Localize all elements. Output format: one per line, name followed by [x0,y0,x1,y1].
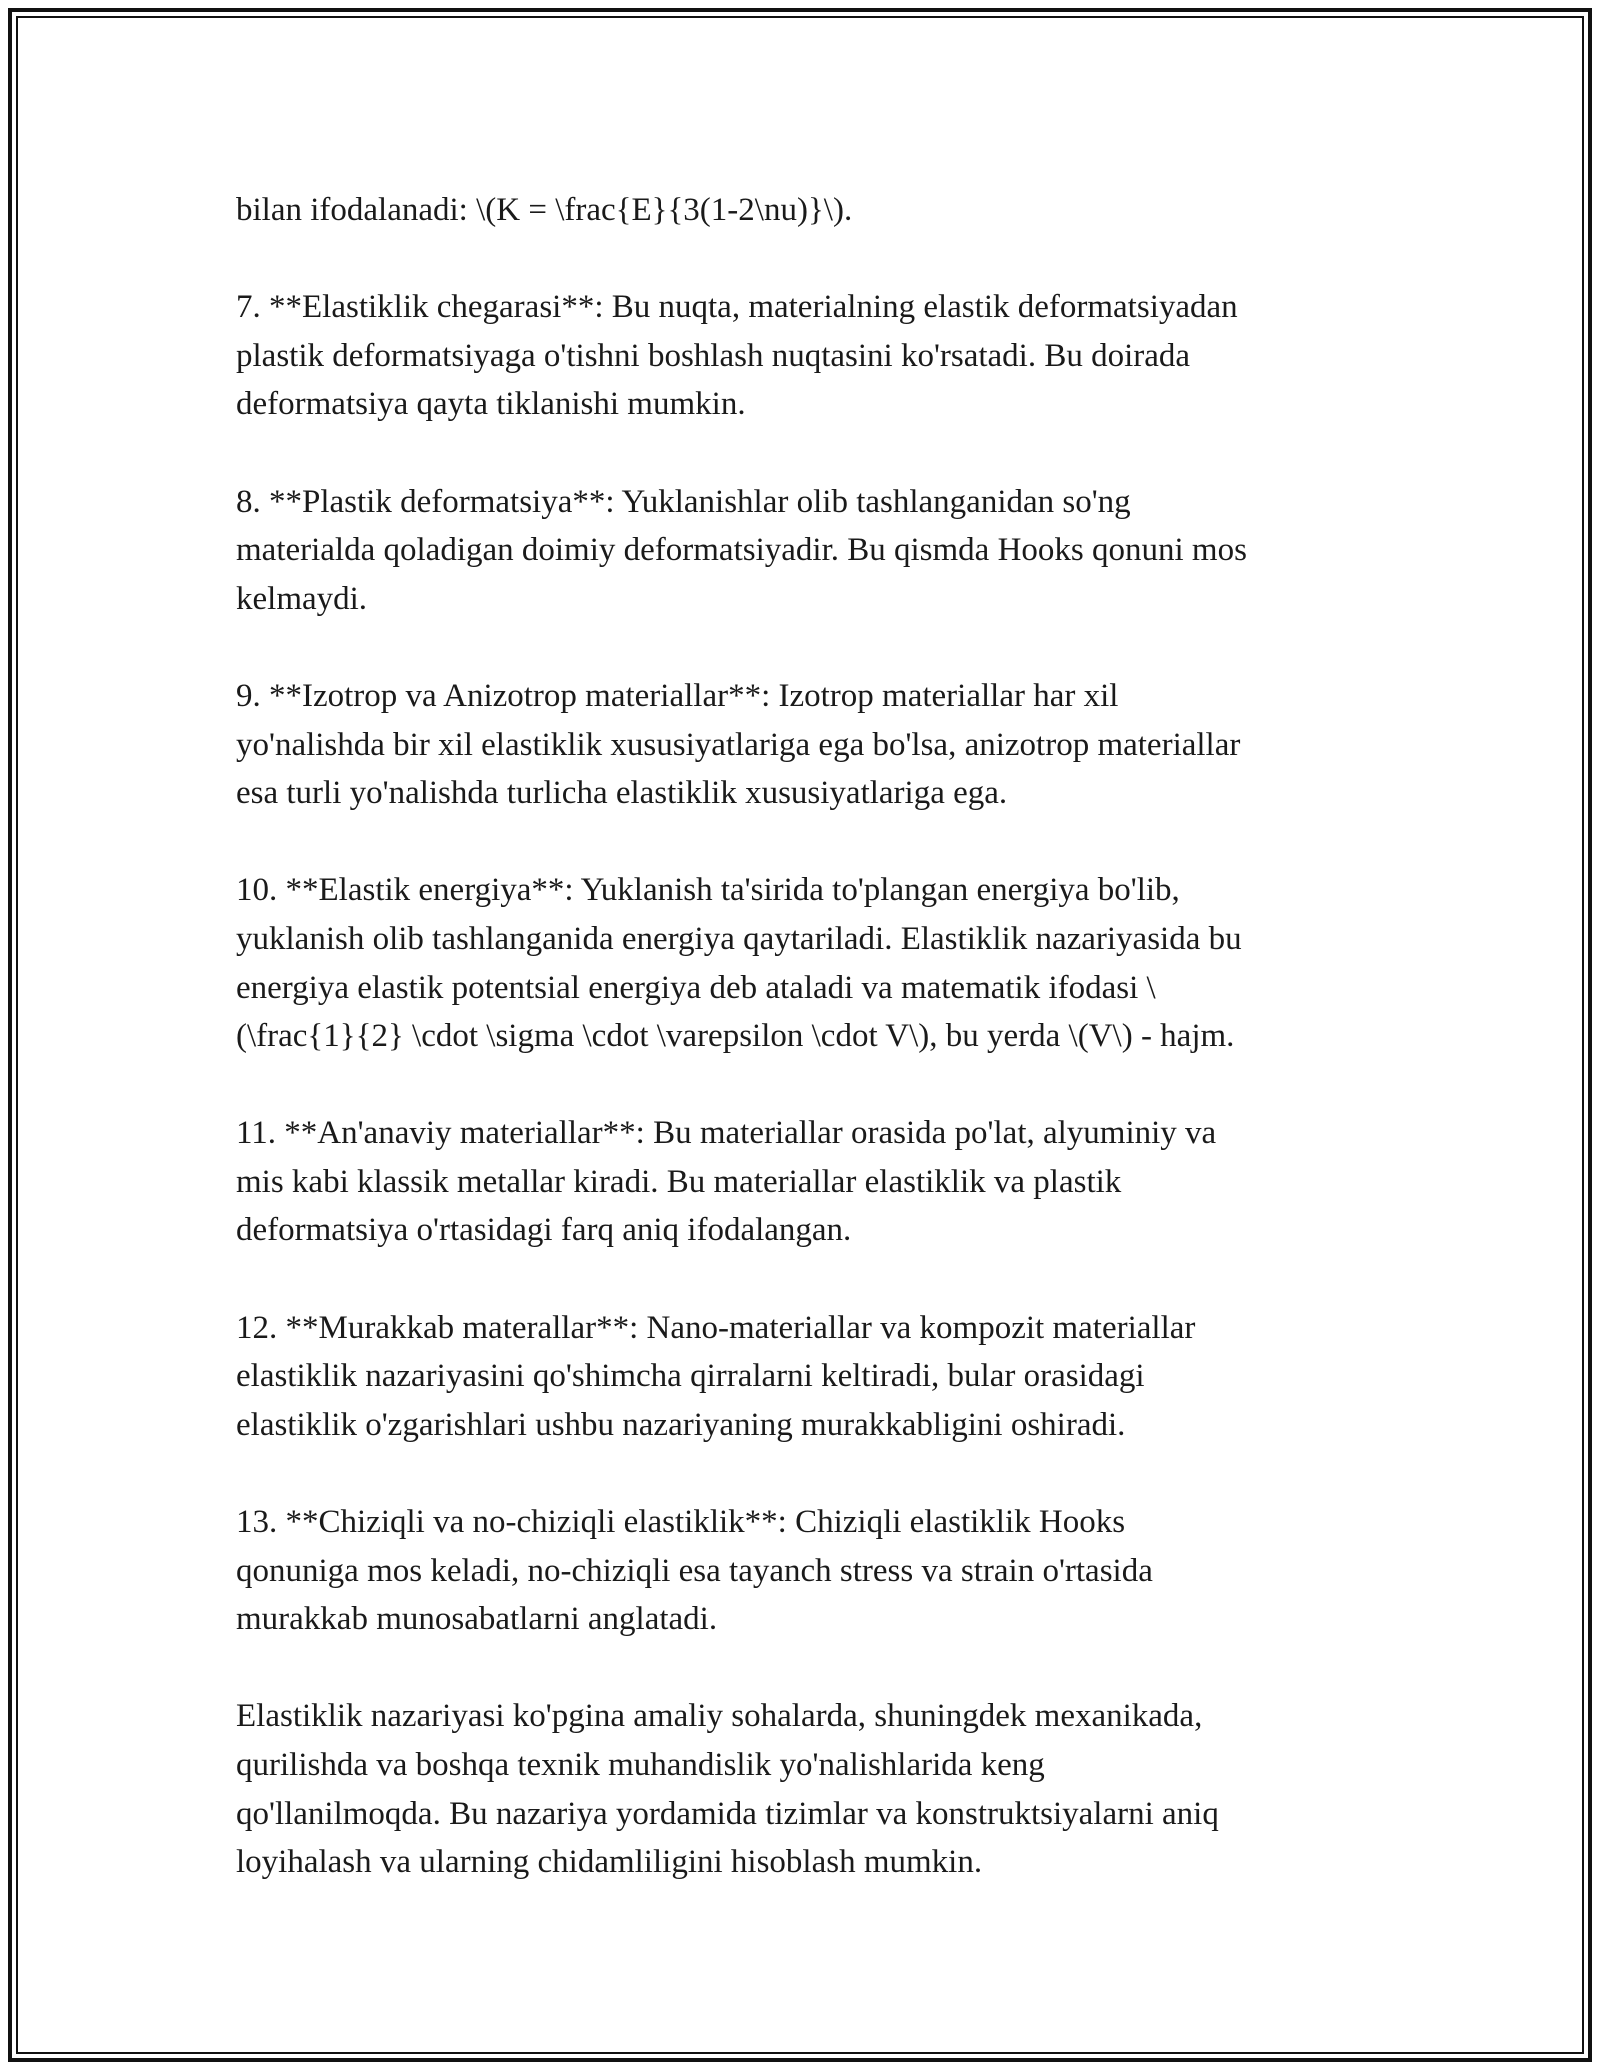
text-line: loyihalash va ularning chidamliligini hisoblash mumkin. [236,1844,983,1881]
text-line: esa turli yo'nalishda turlicha elastiklik xususiyatlariga ega. [236,775,1008,812]
paragraph [236,1304,1366,1450]
text-line: (\frac{1}{2} \cdot \sigma \cdot \varepsilon \cdot V\), bu yerda \(V\) - hajm. [236,1018,1235,1055]
paragraph [236,478,1366,624]
text-line: 7. **Elastiklik chegarasi**: Bu nuqta, materialning elastik deformatsiyadan [236,289,1238,326]
paragraph [236,866,1366,1060]
text-line: yo'nalishda bir xil elastiklik xususiyatlariga ega bo'lsa, anizotrop materiallar [236,726,1241,763]
text-line: murakkab munosabatlarni anglatadi. [236,1601,718,1638]
text-line: plastik deformatsiyaga o'tishni boshlash nuqtasini ko'rsatadi. Bu doirada [236,337,1191,374]
text-line: kelmaydi. [236,580,368,617]
text-line: bilan ifodalanadi: \(K = \frac{E}{3(1-2\nu)}\). [236,192,853,228]
paragraph [236,672,1366,818]
text-line: Elastiklik nazariyasi ko'pgina amaliy sohalarda, shuningdek mexanikada, [236,1698,1203,1735]
paragraph [236,283,1366,429]
text-line: deformatsiya o'rtasidagi farq aniq ifodalangan. [236,1212,852,1249]
text-line: deformatsiya qayta tiklanishi mumkin. [236,386,746,423]
paragraph [236,1498,1366,1644]
text-line: 9. **Izotrop va Anizotrop materiallar**: Izotrop materiallar har xil [236,677,1119,714]
text-line: energiya elastik potentsial energiya deb ataladi va matematik ifodasi \ [236,969,1156,1006]
text-line: qo'llanilmoqda. Bu nazariya yordamida tizimlar va konstruktsiyalarni aniq [236,1795,1219,1832]
text-line: elastiklik nazariyasini qo'shimcha qirralarni keltiradi, bular orasidagi [236,1358,1145,1395]
text-line: elastiklik o'zgarishlari ushbu nazariyaning murakkabligini oshiradi. [236,1406,1126,1443]
text-line: qurilishda va boshqa texnik muhandislik yo'nalishlarida keng [236,1747,1045,1783]
text-line: yuklanish olib tashlanganida energiya qaytariladi. Elastiklik nazariyasida bu [236,920,1242,957]
text-line: 10. **Elastik energiya**: Yuklanish ta'sirida to'plangan energiya bo'lib, [236,872,1180,909]
paragraph [236,1692,1366,1886]
text-line: 11. **An'anaviy materiallar**: Bu materiallar orasida po'lat, alyuminiy va [236,1115,1217,1152]
text-line: materialda qoladigan doimiy deformatsiyadir. Bu qismda Hooks qonuni mos [236,532,1247,569]
text-line: 13. **Chiziqli va no-chiziqli elastiklik**: Chiziqli elastiklik Hooks [236,1504,1126,1541]
document-body [236,186,1366,1935]
text-line: 8. **Plastik deformatsiya**: Yuklanishlar olib tashlanganidan so'ng [236,483,1131,520]
paragraph [236,186,1366,235]
text-line: mis kabi klassik metallar kiradi. Bu materiallar elastiklik va plastik [236,1163,1122,1200]
paragraph [236,1109,1366,1255]
text-line: 12. **Murakkab materallar**: Nano-materiallar va kompozit materiallar [236,1309,1196,1346]
text-line: qonuniga mos keladi, no-chiziqli esa tayanch stress va strain o'rtasida [236,1552,1153,1589]
